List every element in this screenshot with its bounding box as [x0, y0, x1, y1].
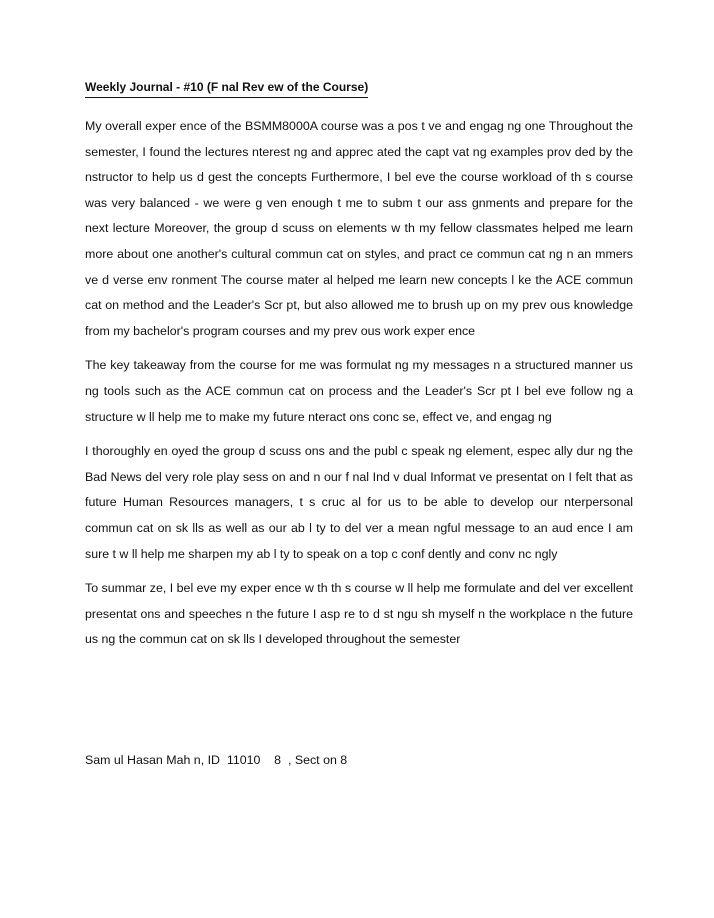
author-signature-line: Sam ul Hasan Mah n, ID 11010 8 , Sect on 8	[85, 753, 348, 767]
paragraph-key-takeaway: The key takeaway from the course for me was formulat ng my messages n a structured manner us ng tools such as the ACE commun cat on process and the Leader's Scr pt I bel eve follow ng a structure w ll help me to make my future nteract ons conc se, effect ve, and engag ng	[85, 358, 633, 424]
document-body	[85, 78, 633, 662]
journal-title: Weekly Journal - #10 (F nal Rev ew of the Course)	[85, 78, 368, 98]
paragraph-summary: To summar ze, I bel eve my exper ence w th th s course w ll help me formulate and del ver excellent presentat ons and speeches n the future I asp re to d st ngu sh myself n the workplace n the future us ng the commun cat on sk lls I developed throughout the semester	[85, 581, 633, 647]
paragraph-overall-experience: My overall exper ence of the BSMM8000A course was a pos t ve and engag ng one Throughout the semester, I found the lectures nterest ng and apprec ated the capt vat ng examples prov ded by the nstructor to help us d gest the concepts Furthermore, I bel eve the course workload of th s course was very balanced - we were g ven enough t me to subm t our ass gnments and prepare for the next lecture Moreover, the group d scuss on elements w th my fellow classmates helped me learn more about one another's cultural commun cat on styles, and pract ce commun cat ng n an mmers ve d verse env ronment The course mater al helped me learn new concepts l ke the ACE commun cat on method and the Leader's Scr pt, but also allowed me to brush up on my prev ous knowledge from my bachelor's program courses and my prev ous work exper ence	[85, 119, 633, 338]
paragraph-group-discussions: I thoroughly en oyed the group d scuss ons and the publ c speak ng element, espec ally dur ng the Bad News del very role play sess on and n our f nal Ind v dual Informat ve presentat on I felt that as future Human Resources managers, t s cruc al for us to be able to develop our nterpersonal commun cat on sk lls as well as our ab l ty to del ver a mean ngful message to an aud ence I am sure t w ll help me sharpen my ab l ty to speak on a top c conf dently and conv nc ngly	[85, 444, 633, 561]
